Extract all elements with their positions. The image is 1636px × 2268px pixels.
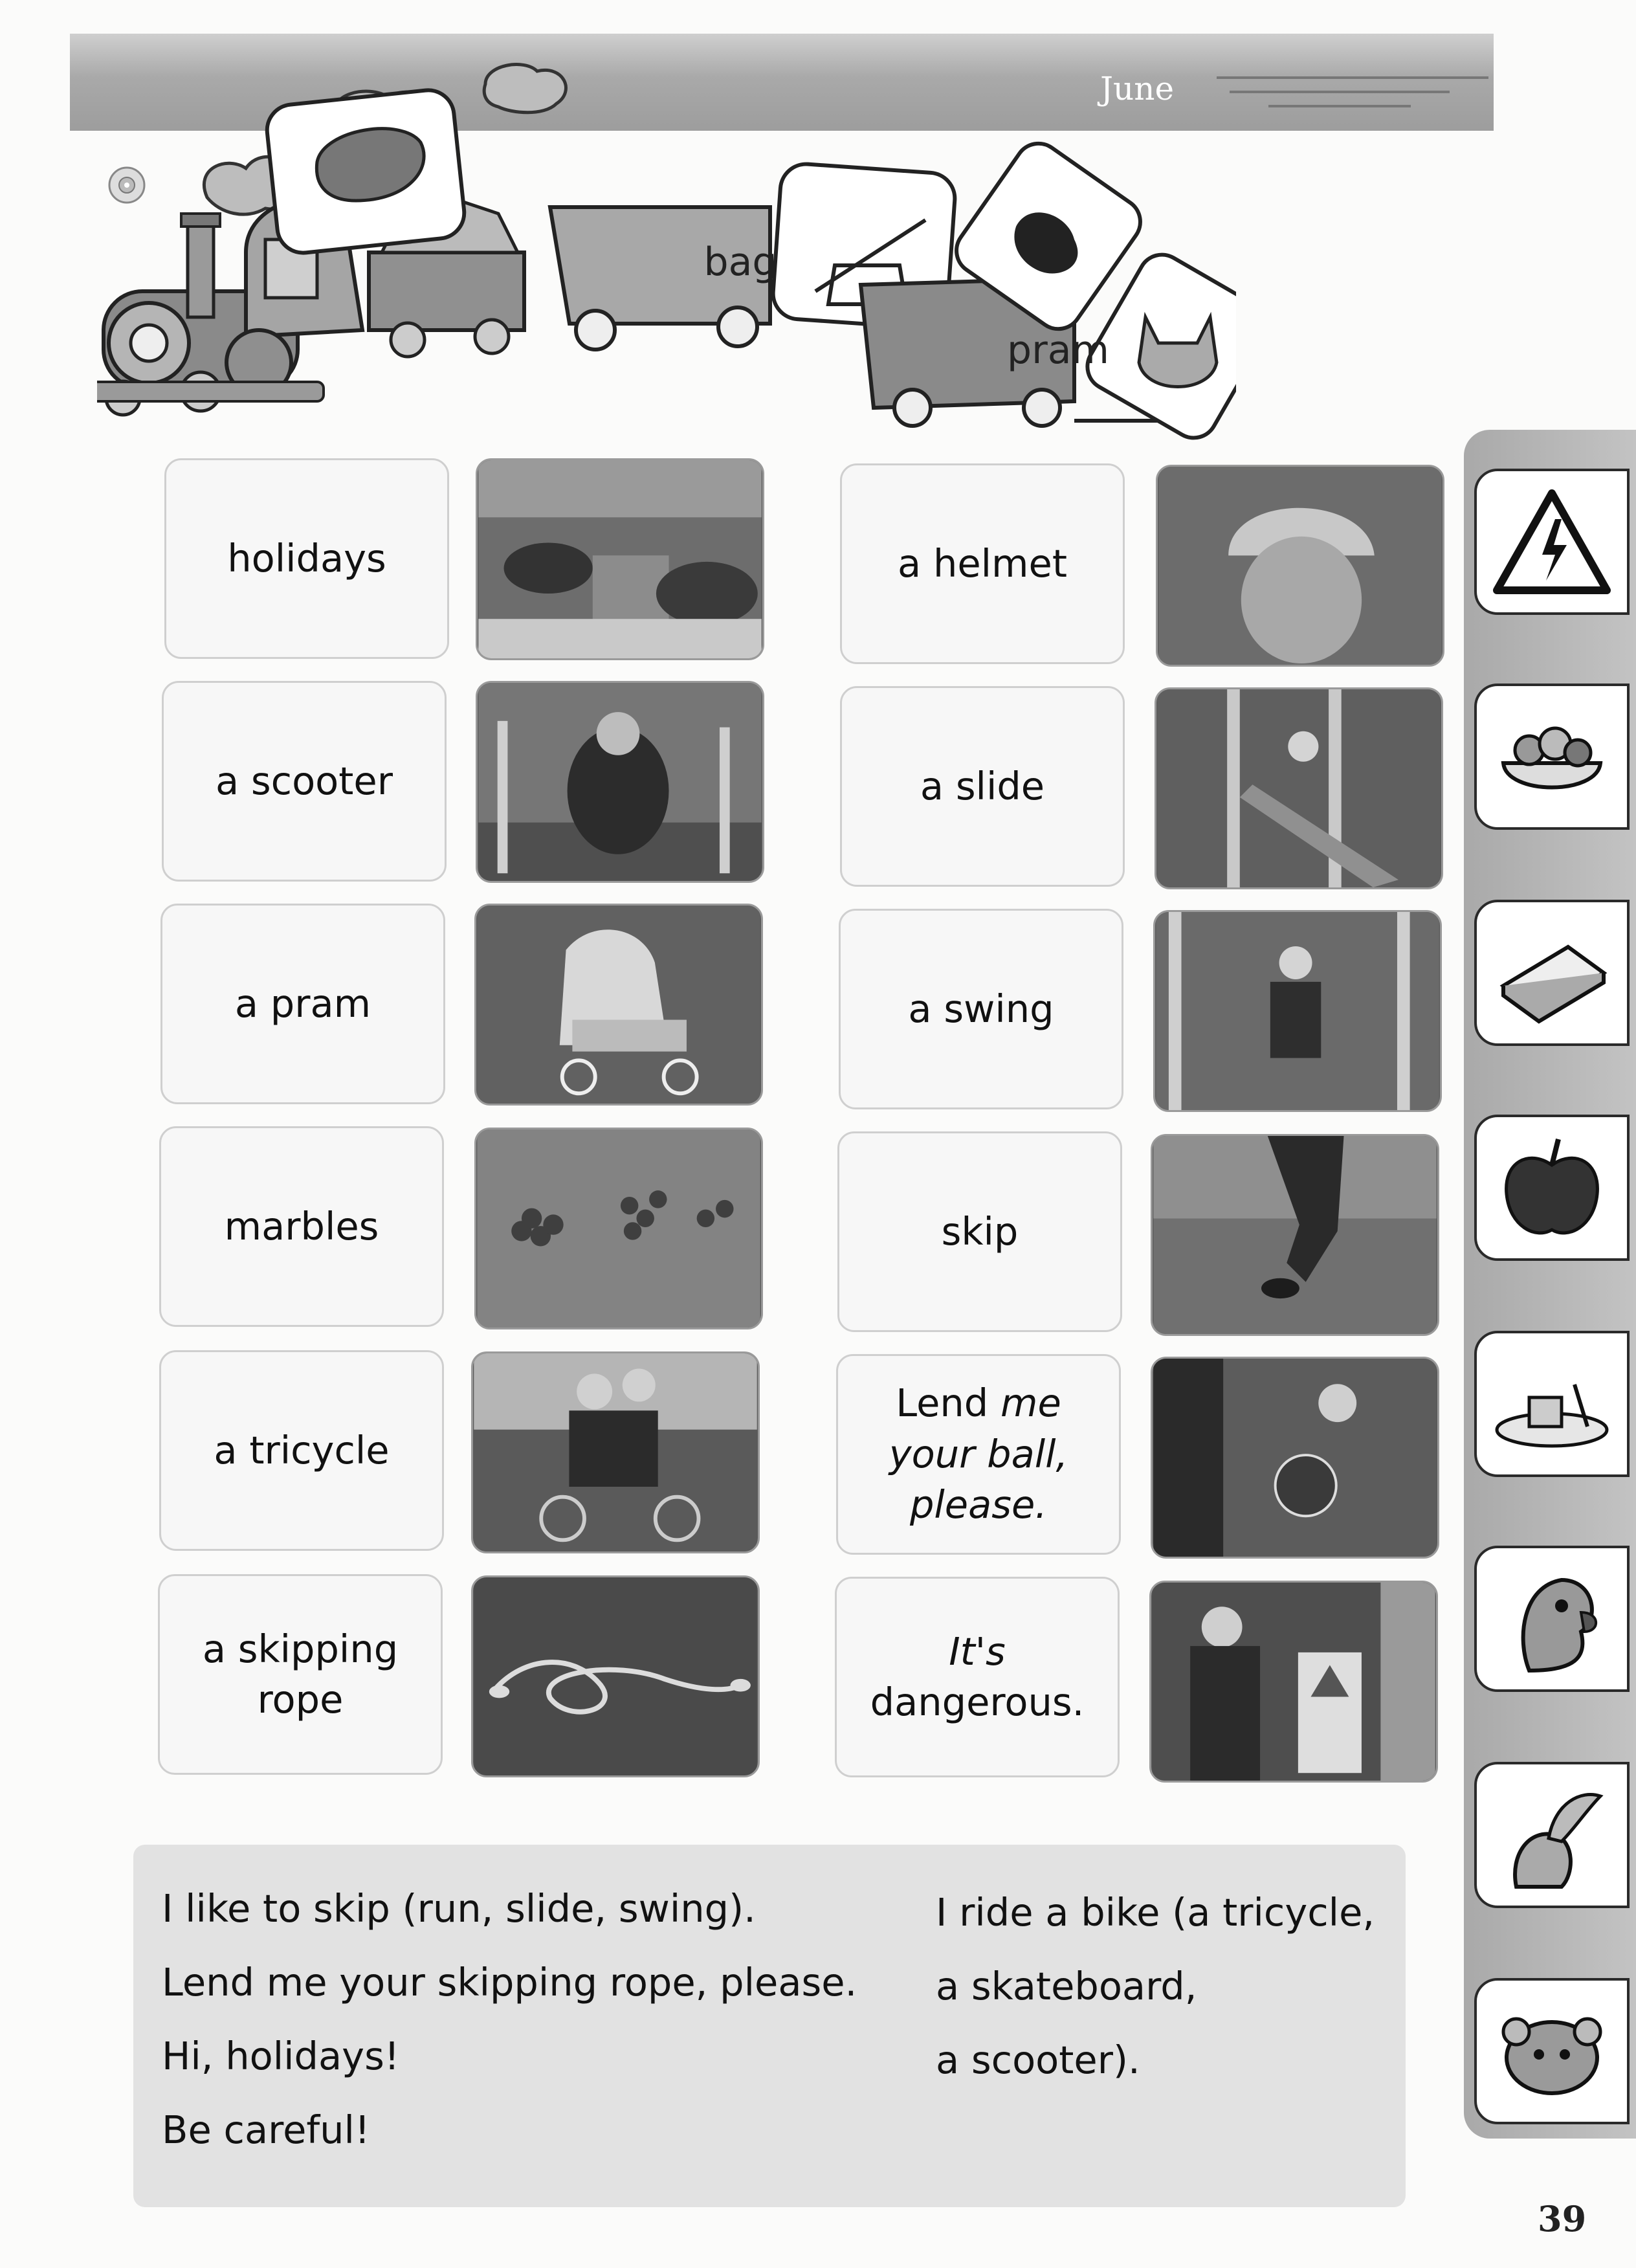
- card-label: skip: [941, 1208, 1019, 1254]
- sandwich-icon: [1490, 915, 1613, 1031]
- wagon-label-pram: pram: [1007, 328, 1109, 373]
- sandcastle-icon: [1490, 1346, 1613, 1462]
- card-label: a swing: [908, 986, 1054, 1031]
- word-card-marbles[interactable]: [159, 1126, 444, 1327]
- card-label: a pram: [234, 981, 371, 1026]
- tab-parrot[interactable]: [1474, 1546, 1630, 1692]
- train-illustration: [97, 58, 1236, 447]
- card-label: It's dangerous.: [870, 1629, 1085, 1724]
- phrase-left-1: I like to skip (run, slide, swing).: [162, 1886, 756, 1931]
- photo-holidays: [476, 458, 764, 660]
- photo-tricycle: [471, 1351, 760, 1553]
- phrase-left-2: Lend me your skipping rope, please.: [162, 1960, 857, 2005]
- photo-pram: [474, 904, 763, 1106]
- swing-photo: [1155, 912, 1440, 1110]
- apple-icon: [1490, 1129, 1613, 1246]
- pram-photo: [476, 906, 761, 1104]
- photo-swing: [1153, 910, 1442, 1112]
- card-label: marbles: [224, 1203, 379, 1249]
- warning-sign-icon: [1490, 484, 1613, 600]
- word-card-tricycle[interactable]: [159, 1350, 444, 1551]
- tricycle-photo: [473, 1353, 758, 1551]
- page-number: 39: [1538, 2198, 1587, 2240]
- marbles-photo: [476, 1129, 761, 1328]
- scooter-photo: [478, 683, 762, 881]
- ball-photo: [1153, 1359, 1437, 1557]
- word-card-skipping-rope[interactable]: [158, 1574, 443, 1775]
- photo-dangerous: [1149, 1581, 1438, 1783]
- card-label: a tricycle: [214, 1427, 390, 1473]
- skip-photo: [1153, 1136, 1437, 1334]
- slide-photo: [1156, 689, 1441, 887]
- word-card-skip[interactable]: [837, 1131, 1122, 1332]
- word-card-scooter[interactable]: [162, 681, 447, 882]
- word-card-lend-ball[interactable]: [836, 1354, 1121, 1555]
- phrase-left-4: Be careful!: [162, 2107, 370, 2152]
- wagon-label-bag: bag: [703, 239, 777, 285]
- salad-bowl-icon: [1490, 698, 1613, 815]
- photo-scooter: [476, 681, 764, 883]
- word-card-swing[interactable]: [839, 909, 1123, 1109]
- rabbit-icon: [1490, 1777, 1613, 1893]
- hamster-icon: [1490, 1993, 1613, 2109]
- card-label: a skipping rope: [202, 1626, 399, 1722]
- photo-slide: [1155, 687, 1443, 889]
- month-title: June: [1100, 70, 1175, 107]
- smoke-cloud: [484, 65, 566, 113]
- tab-sandwich[interactable]: [1474, 900, 1630, 1046]
- word-card-pram[interactable]: [160, 904, 445, 1104]
- phrase-right-2: a skateboard,: [936, 1964, 1197, 2008]
- tab-salad[interactable]: [1474, 684, 1630, 830]
- word-card-slide[interactable]: [840, 686, 1125, 887]
- header-rule: [1217, 76, 1488, 79]
- phrase-right-3: a scooter).: [936, 2038, 1140, 2082]
- tab-warning[interactable]: [1474, 469, 1630, 615]
- card-label: holidays: [227, 535, 386, 581]
- card-label: a helmet: [898, 540, 1067, 586]
- header-rule: [1230, 91, 1450, 93]
- phrase-right-1: I ride a bike (a tricycle,: [936, 1890, 1375, 1935]
- card-label: a slide: [920, 763, 1045, 808]
- photo-lend-ball: [1151, 1357, 1439, 1559]
- word-card-helmet[interactable]: [840, 463, 1125, 664]
- helmet-photo: [1158, 467, 1443, 665]
- parrot-icon: [1490, 1561, 1613, 1677]
- tab-apple[interactable]: [1474, 1115, 1630, 1261]
- flea-market-photo: [478, 460, 762, 658]
- photo-skipping-rope: [471, 1575, 760, 1777]
- card-label: a scooter: [216, 758, 393, 803]
- photo-helmet: [1156, 465, 1444, 667]
- header-rule: [1268, 105, 1411, 107]
- tab-rabbit[interactable]: [1474, 1762, 1630, 1908]
- photo-marbles: [474, 1128, 763, 1329]
- skipping-rope-photo: [473, 1577, 758, 1775]
- phrase-left-3: Hi, holidays!: [162, 2034, 400, 2078]
- word-card-dangerous[interactable]: [835, 1577, 1120, 1777]
- photo-skip: [1151, 1134, 1439, 1336]
- tab-sandcastle[interactable]: [1474, 1331, 1630, 1477]
- dangerous-photo: [1151, 1583, 1436, 1781]
- tab-hamster[interactable]: [1474, 1978, 1630, 2124]
- card-label: Lend me your ball, please.: [889, 1381, 1068, 1528]
- word-card-holidays[interactable]: [164, 458, 449, 659]
